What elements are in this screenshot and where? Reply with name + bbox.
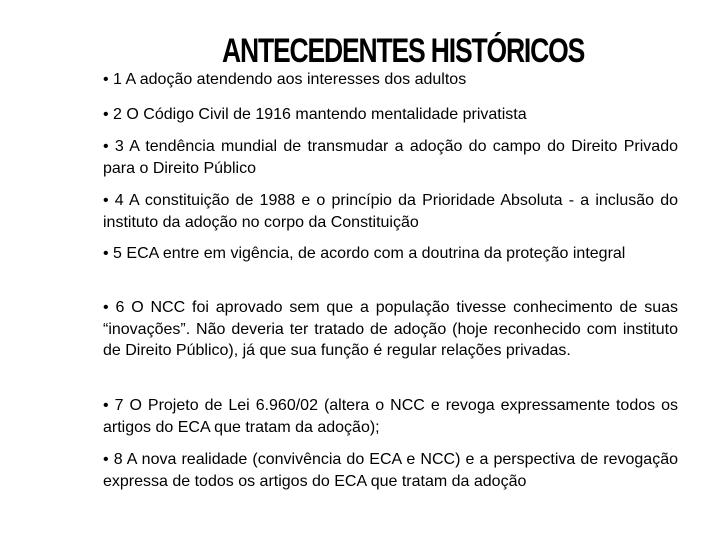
list-item-5: • 5 ECA entre em vigência, de acordo com a doutrina da proteção integral [103, 245, 626, 262]
list-item-6: • 6 O NCC foi aprovado sem que a população tivesse conhecimento de suas “inovações”. Não deveria ter tratado de adoção (hoje reconhecido com instituto de Direito Público), já que sua função é regular relações privadas. [103, 299, 678, 359]
list-item-7: • 7 O Projeto de Lei 6.960/02 (altera o NCC e revoga expressamente todos os artigos do ECA que tratam da adoção); [103, 397, 678, 436]
list-item-3: • 3 A tendência mundial de transmudar a adoção do campo do Direito Privado para o Direito Público [103, 138, 678, 177]
list-item-4: • 4 A constituição de 1988 e o princípio da Prioridade Absoluta - a inclusão do instituto da adoção no corpo da Constituição [103, 192, 678, 231]
list-item-1: • 1 A adoção atendendo aos interesses dos adultos [103, 71, 467, 88]
list-item-2: • 2 O Código Civil de 1916 mantendo mentalidade privatista [103, 106, 527, 123]
list-item-8: • 8 A nova realidade (convivência do ECA e NCC) e a perspectiva de revogação expressa de todos os artigos do ECA que tratam da adoção [103, 451, 678, 490]
slide-title: ANTECEDENTES HISTÓRICOS [222, 32, 585, 70]
